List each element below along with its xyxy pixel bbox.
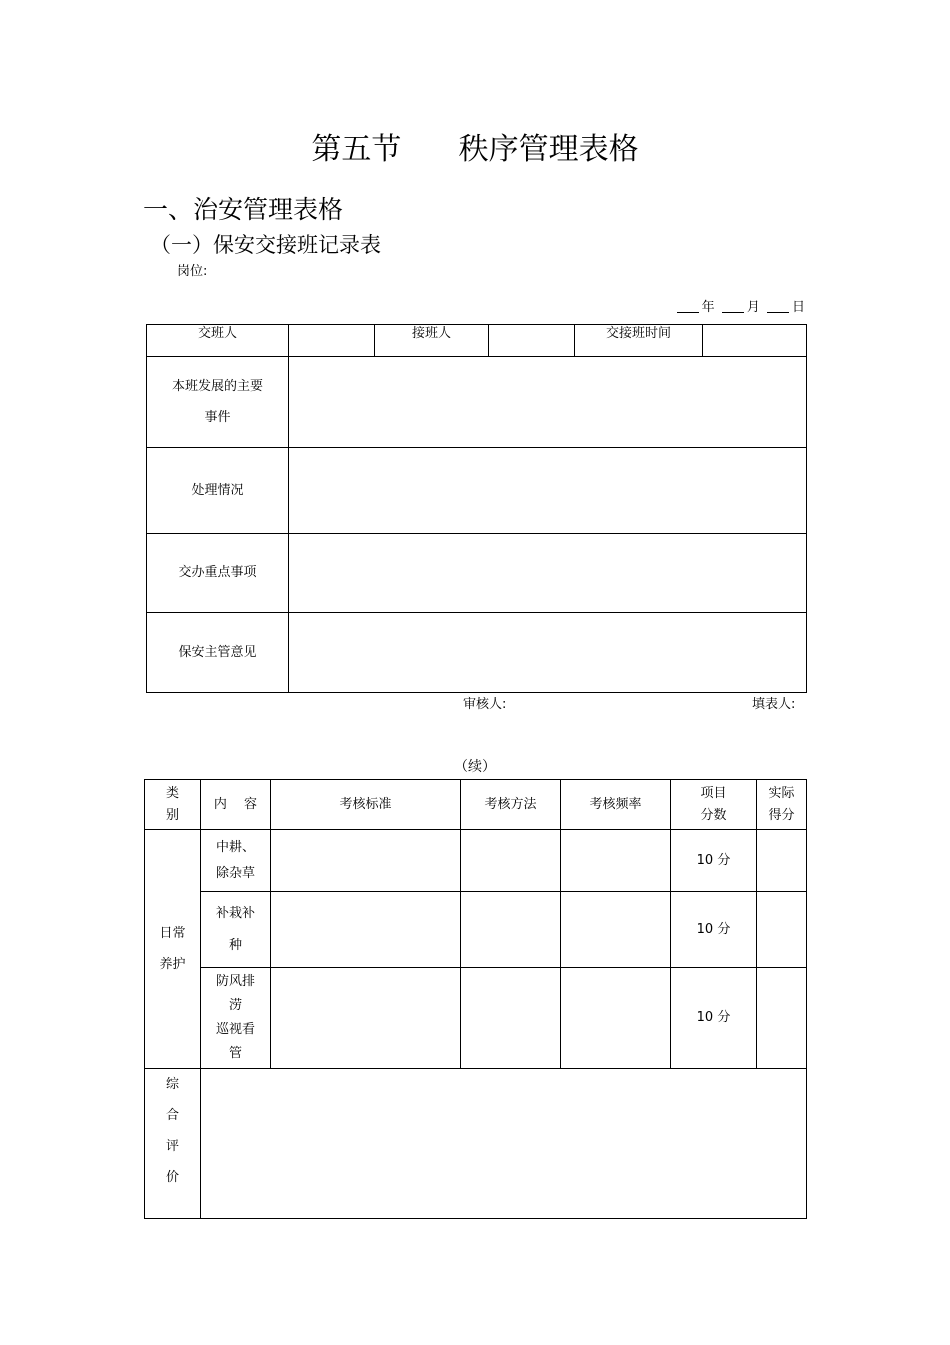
item-content-line: 管 [228, 1046, 242, 1061]
category-header-line2: 别 [165, 807, 179, 823]
handling-label: 处理情况 [147, 448, 289, 534]
overall-label-char: 价 [165, 1170, 179, 1185]
item-frequency-cell[interactable] [561, 968, 671, 1069]
item-content-line: 种 [228, 937, 242, 953]
year-blank [677, 299, 699, 313]
supervisor-opinion-cell[interactable] [289, 613, 807, 693]
item-standard-cell[interactable] [271, 968, 461, 1069]
item-method-cell[interactable] [461, 892, 561, 968]
key-matters-label: 交办重点事项 [147, 534, 289, 613]
filler-label: 填表人: [752, 697, 796, 712]
overall-label-char: 综 [165, 1077, 179, 1092]
actual-header-line1: 实际 [768, 785, 795, 801]
item-content-cell [201, 892, 271, 968]
takeover-person-header: 接班人 [375, 325, 489, 357]
content-header: 内 容 [201, 780, 271, 830]
handover-time-header: 交接班时间 [575, 325, 703, 357]
item-actual-cell[interactable] [757, 968, 807, 1069]
main-events-label-line1: 本班发展的主要 [171, 379, 263, 394]
handover-record-table [146, 324, 807, 693]
item-content-line: 防风排 [215, 974, 255, 989]
item-content-line: 除杂草 [215, 865, 255, 881]
month-blank [722, 299, 744, 313]
item-actual-cell[interactable] [757, 830, 807, 892]
item-standard-cell[interactable] [271, 892, 461, 968]
key-matters-cell[interactable] [289, 534, 807, 613]
date-line [674, 296, 805, 315]
actual-header [757, 780, 807, 830]
category-daily-line2: 养护 [159, 957, 186, 972]
item-method-cell[interactable] [461, 968, 561, 1069]
item-content-cell [201, 968, 271, 1069]
main-events-label [147, 357, 289, 448]
subsection-heading: （一）保安交接班记录表 [150, 233, 381, 257]
post-label: 岗位: [177, 264, 208, 279]
item-content-line: 涝 [228, 998, 242, 1013]
frequency-header: 考核频率 [561, 780, 671, 830]
overall-evaluation-cell[interactable] [201, 1069, 807, 1219]
score-header [671, 780, 757, 830]
item-content-cell [201, 830, 271, 892]
main-events-cell[interactable] [289, 357, 807, 448]
category-daily-cell [145, 830, 201, 1069]
item-content-line: 中耕、 [215, 839, 255, 855]
overall-label-char: 合 [165, 1108, 179, 1123]
main-events-label-line2: 事件 [204, 410, 231, 425]
day-blank [767, 299, 789, 313]
supervisor-opinion-label: 保安主管意见 [147, 613, 289, 693]
item-standard-cell[interactable] [271, 830, 461, 892]
category-header-line1: 类 [165, 785, 179, 801]
item-content-line: 巡视看 [215, 1022, 255, 1037]
handover-person-cell[interactable] [289, 325, 375, 357]
month-label: 月 [746, 300, 760, 315]
day-label: 日 [791, 300, 805, 315]
year-label: 年 [701, 300, 715, 315]
handover-person-header: 交班人 [147, 325, 289, 357]
standard-header: 考核标准 [271, 780, 461, 830]
actual-header-line2: 得分 [768, 807, 795, 823]
item-score-cell: 10 分 [671, 968, 757, 1069]
category-header [145, 780, 201, 830]
item-score-cell: 10 分 [671, 830, 757, 892]
handover-time-cell[interactable] [703, 325, 807, 357]
method-header: 考核方法 [461, 780, 561, 830]
score-header-line1: 项目 [700, 785, 727, 801]
item-score-cell: 10 分 [671, 892, 757, 968]
page-title: 第五节 秩序管理表格 [311, 132, 639, 167]
section-heading: 一、治安管理表格 [143, 195, 344, 224]
handling-cell[interactable] [289, 448, 807, 534]
item-frequency-cell[interactable] [561, 830, 671, 892]
continued-label: （续） [454, 759, 496, 775]
score-header-line2: 分数 [700, 807, 727, 823]
overall-label-char: 评 [165, 1139, 179, 1154]
item-frequency-cell[interactable] [561, 892, 671, 968]
overall-evaluation-label [145, 1069, 201, 1219]
assessment-table [144, 779, 807, 1219]
item-method-cell[interactable] [461, 830, 561, 892]
reviewer-label: 审核人: [463, 697, 507, 712]
category-daily-line1: 日常 [159, 926, 186, 941]
takeover-person-cell[interactable] [489, 325, 575, 357]
item-content-line: 补栽补 [215, 905, 255, 921]
item-actual-cell[interactable] [757, 892, 807, 968]
